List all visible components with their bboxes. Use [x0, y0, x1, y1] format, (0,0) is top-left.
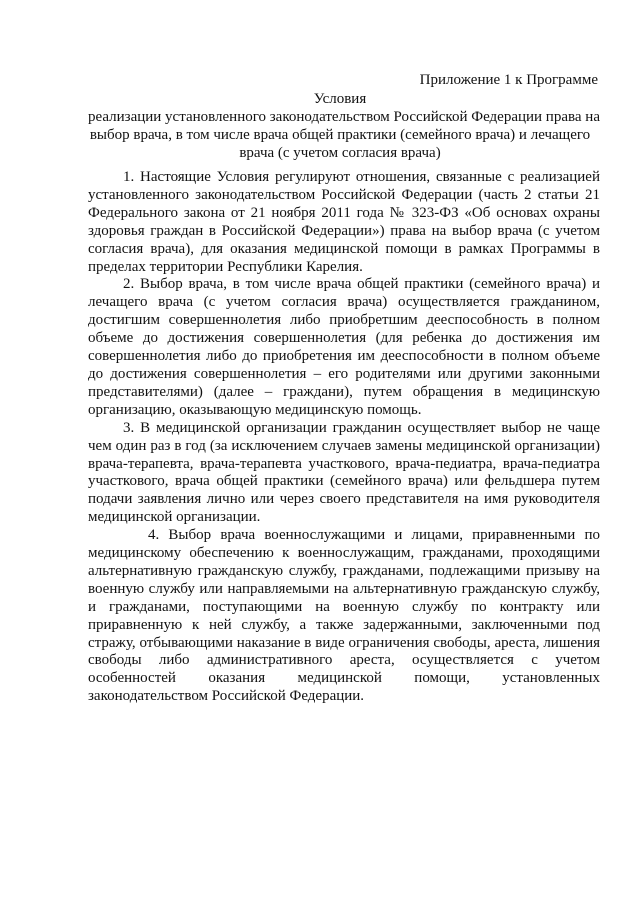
heading-title: Условия [313, 91, 367, 107]
heading-line-2: выбор врача, в том числе врача общей практики (семейного врача) и лечащего [89, 127, 591, 143]
paragraph-4: 4. Выбор врача военнослужащими и лицами, приравненными по медицинскому обеспечению к военнослужащим, гражданами, проходящими альтернативную гражданскую службу, гражданами, подлежащими призыву на военную службу или направляемыми на альтернативную гражданскую службу, и гражданами, поступающими на военную службу по контракту или приравненную к ней службу, а также задержанными, заключенными под стражу, отбывающими наказание в виде ограничения свободы, ареста, лишения свободы либо административного ареста, осуществляется с учетом особенностей оказания медицинской помощи, установленных законодательством Российской Федерации. [88, 527, 600, 705]
document-heading [88, 90, 600, 162]
heading-line-3: врача (с учетом согласия врача) [239, 145, 441, 161]
heading-line-1: реализации установленного законодательством Российской Федерации права на [88, 109, 600, 125]
paragraph-2: 2. Выбор врача, в том числе врача общей практики (семейного врача) и лечащего врача (с учетом согласия врача) осуществляется гражданином, достигшим совершеннолетия либо приобретшим дееспособность в полном объеме до достижения совершеннолетия (для ребенка до достижения им совершеннолетия либо до приобретения им дееспособности в полном объеме до достижения совершеннолетия – его родителями или другими законными представителями) (далее – граждани), путем обращения в медицинскую организацию, оказывающую медицинскую помощь. [88, 276, 600, 418]
paragraph-3: 3. В медицинской организации гражданин осуществляет выбор не чаще чем один раз в год (за исключением случаев замены медицинской организации) врача-терапевта, врача-терапевта участкового, врача-педиатра, врача-педиатра участкового, врача общей практики (семейного врача) или фельдшера путем подачи заявления лично или через своего представителя на имя руководителя медицинской организации. [88, 419, 600, 526]
paragraph-1: 1. Настоящие Условия регулируют отношения, связанные с реализацией установленного законодательством Российской Федерации (часть 2 статьи 21 Федерального закона от 21 ноября 2011 года № 323-ФЗ «Об основах охраны здоровья граждан в Российской Федерации») права на выбор врача (с учетом согласия врача), для оказания медицинской помощи в рамках Программы в пределах территории Республики Карелия. [88, 169, 600, 275]
appendix-label: Приложение 1 к Программе [419, 72, 598, 88]
document-body [88, 169, 600, 706]
